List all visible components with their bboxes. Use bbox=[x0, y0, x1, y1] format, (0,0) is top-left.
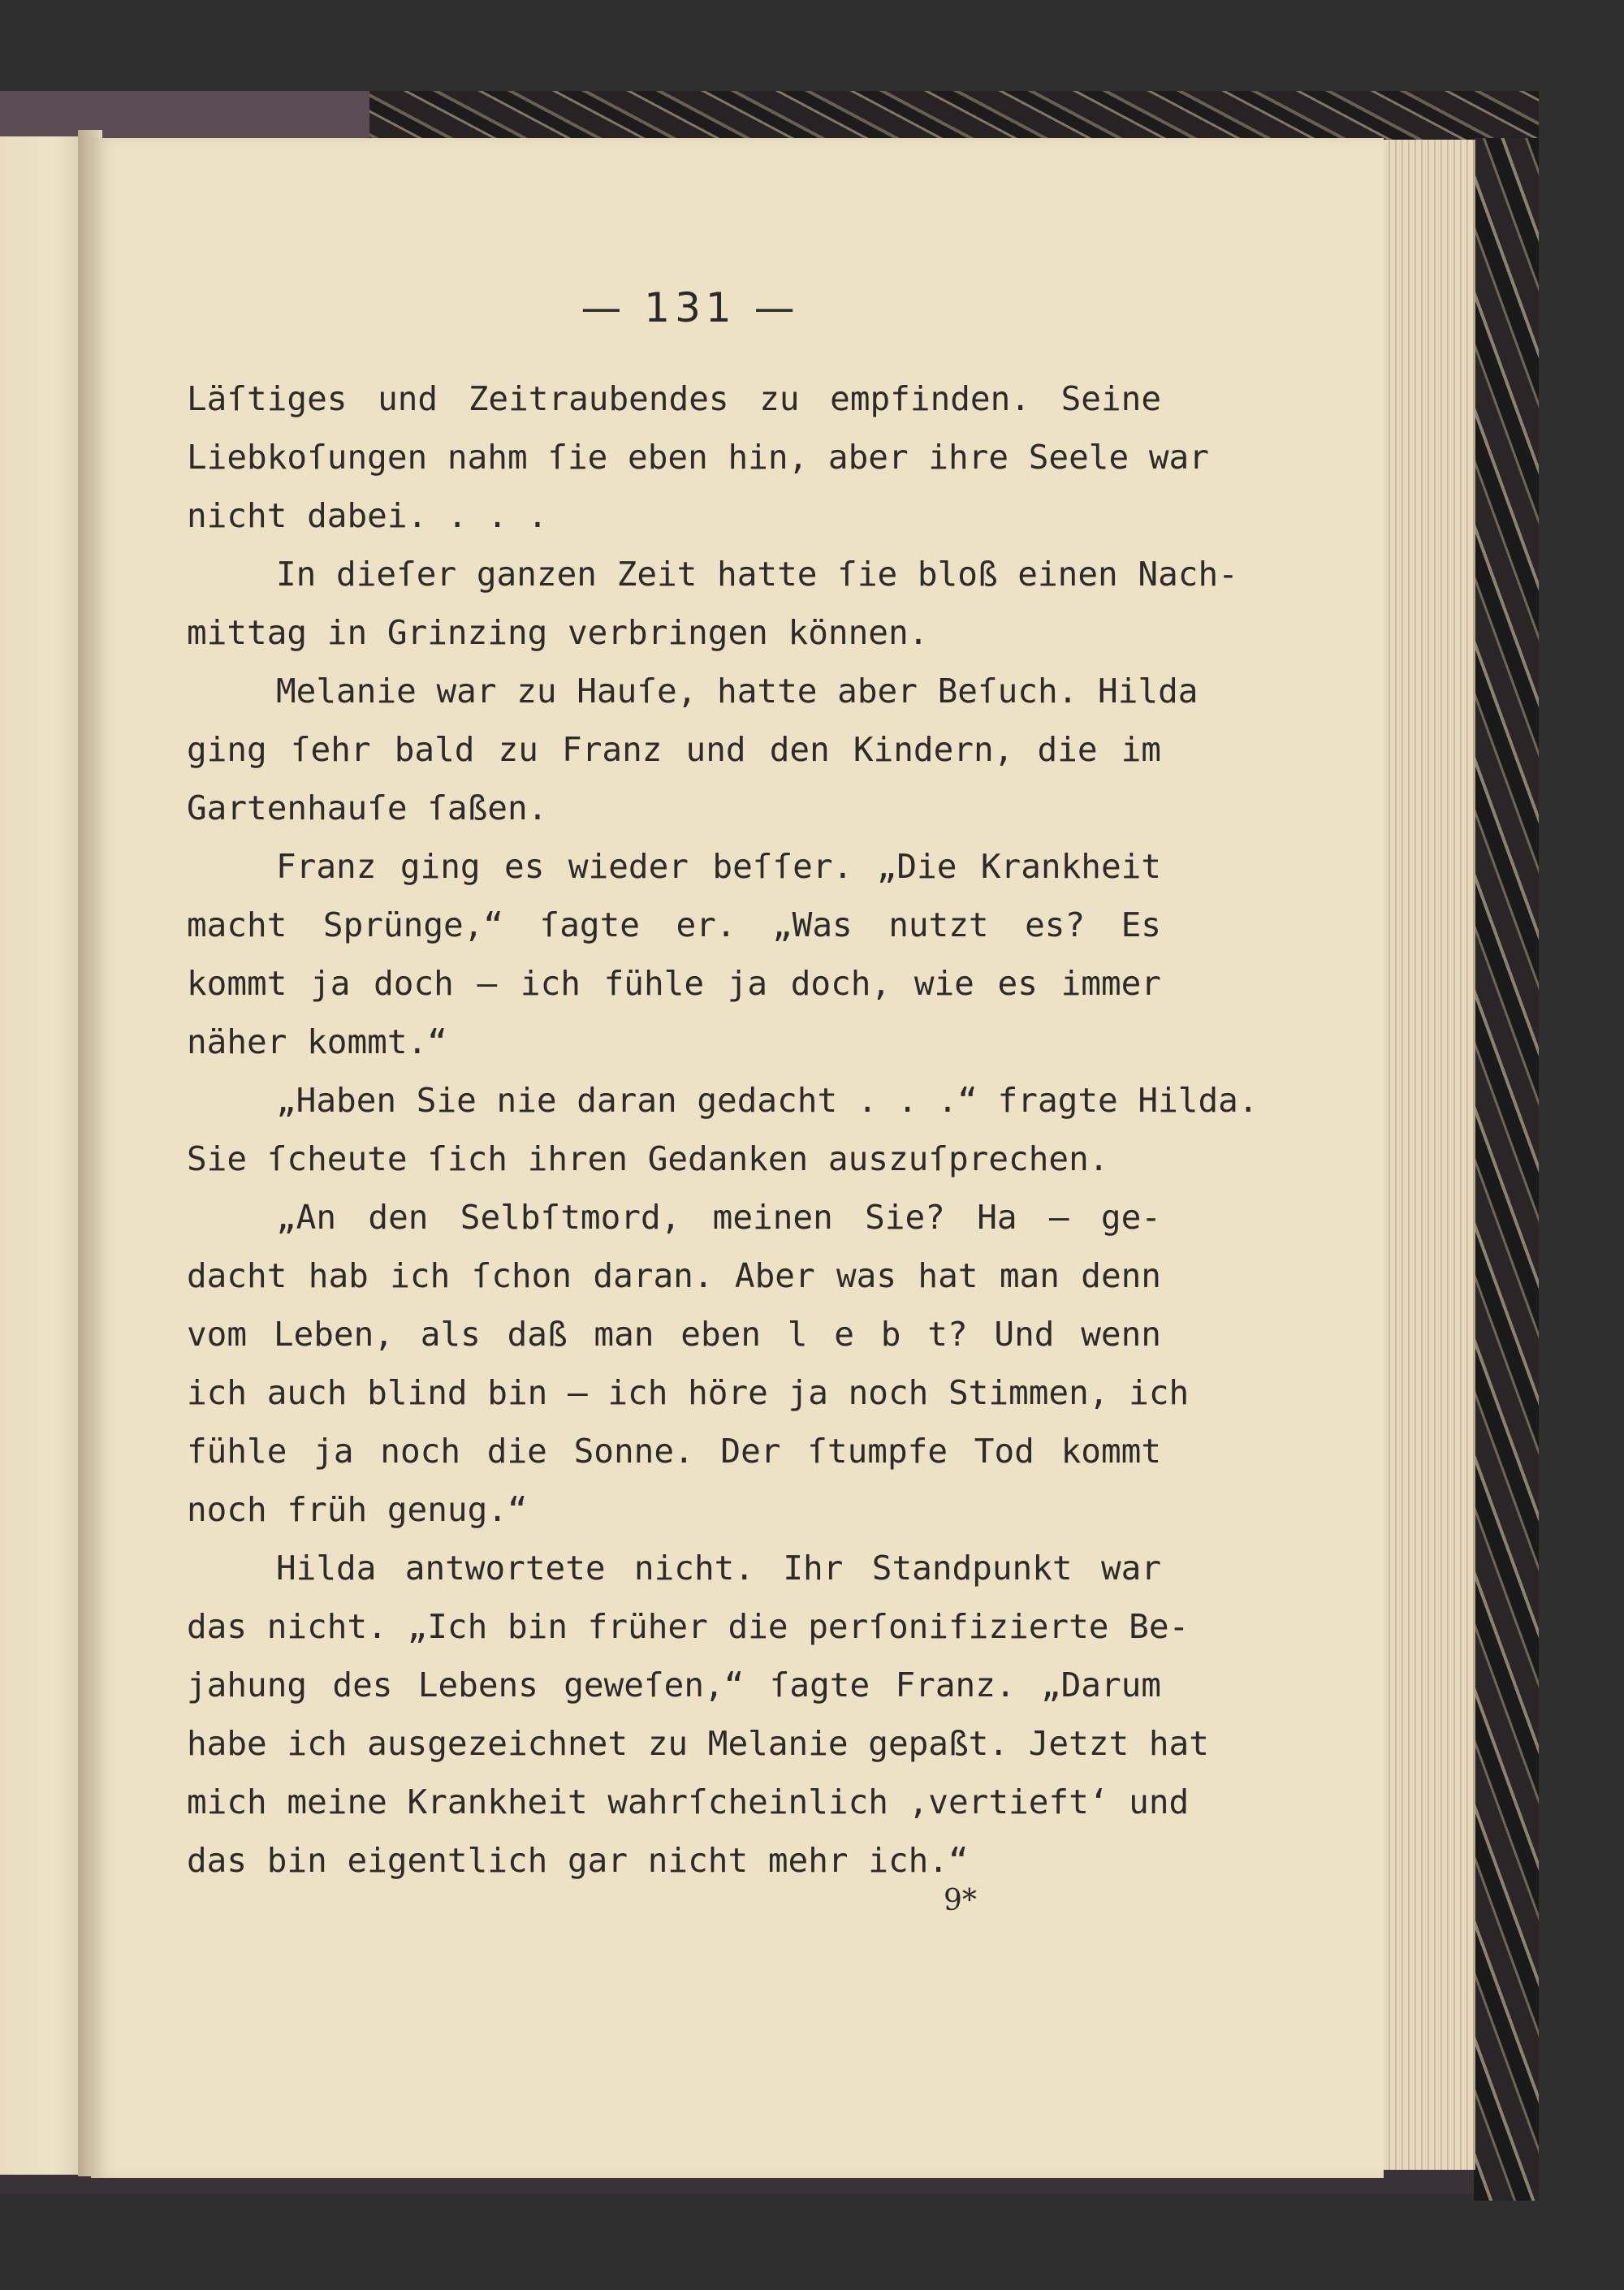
text-line: Gartenhauſe ſaßen. bbox=[187, 789, 548, 827]
page-text bbox=[187, 369, 1259, 1890]
text-line: In dieſer ganzen Zeit hatte ſie bloß einen Nach- bbox=[276, 555, 1238, 594]
text-line: das nicht. „Ich bin früher die perſonifizierte Be- bbox=[187, 1607, 1190, 1646]
text-line: näher kommt.“ bbox=[187, 1022, 447, 1061]
marbled-cover-edge bbox=[1474, 138, 1539, 2201]
text-line: „Haben Sie nie daran gedacht . . .“ fragte Hilda. bbox=[276, 1081, 1259, 1120]
text-line: macht Sprünge,“ ſagte er. „Was nutzt es? Es bbox=[187, 905, 1161, 944]
text-line: ich auch blind bin — ich höre ja noch Stimmen, ich bbox=[187, 1373, 1190, 1412]
text-line: habe ich ausgezeichnet zu Melanie gepaßt. Jetzt hat bbox=[187, 1724, 1209, 1763]
text-line: das bin eigentlich gar nicht mehr ich.“ bbox=[187, 1841, 969, 1880]
text-line: nicht dabei. . . . bbox=[187, 496, 548, 535]
text-line: Läſtiges und Zeitraubendes zu empfinden. Seine bbox=[187, 379, 1161, 418]
text-line: noch früh genug.“ bbox=[187, 1490, 528, 1529]
text-line: Hilda antwortete nicht. Ihr Standpunkt war bbox=[276, 1549, 1161, 1588]
text-line: Liebkoſungen nahm ſie eben hin, aber ihre Seele war bbox=[187, 438, 1209, 477]
text-line: Franz ging es wieder beſſer. „Die Krankheit bbox=[276, 847, 1161, 886]
text-line: fühle ja noch die Sonne. Der ſtumpfe Tod kommt bbox=[187, 1432, 1161, 1471]
text-line: jahung des Lebens geweſen,“ ſagte Franz. „Darum bbox=[187, 1666, 1161, 1705]
page-edges bbox=[1384, 140, 1475, 2170]
text-line: ging ſehr bald zu Franz und den Kindern, die im bbox=[187, 730, 1161, 769]
text-line: vom Leben, als daß man eben l e b t? Und wenn bbox=[187, 1315, 1161, 1354]
text-line: dacht hab ich ſchon daran. Aber was hat man denn bbox=[187, 1256, 1161, 1295]
text-line: mittag in Grinzing verbringen können. bbox=[187, 613, 929, 652]
page-number: — 131 — bbox=[581, 284, 800, 331]
signature-mark: 9* bbox=[944, 1884, 977, 1917]
text-line: kommt ja doch — ich fühle ja doch, wie es immer bbox=[187, 964, 1161, 1003]
text-line: „An den Selbſtmord, meinen Sie? Ha — ge- bbox=[276, 1198, 1161, 1237]
text-line: mich meine Krankheit wahrſcheinlich ‚vertieft‘ und bbox=[187, 1782, 1190, 1821]
text-line: Sie ſcheute ſich ihren Gedanken auszuſprechen. bbox=[187, 1139, 1109, 1178]
text-line: Melanie war zu Hauſe, hatte aber Beſuch. Hilda bbox=[276, 672, 1199, 711]
